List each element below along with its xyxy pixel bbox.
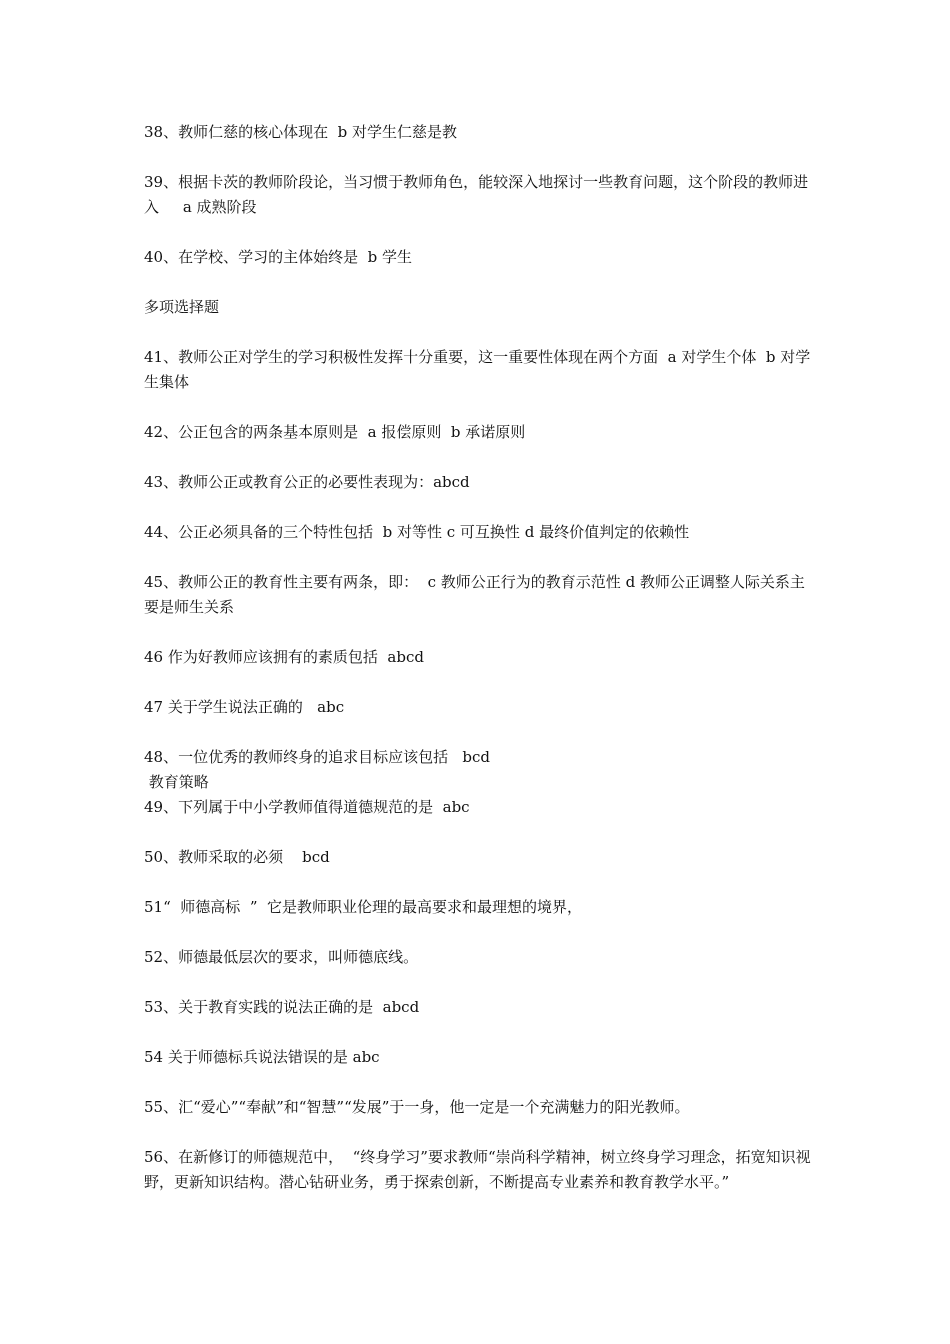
question-40: 40、在学校、学习的主体始终是 b 学生 — [144, 248, 412, 266]
document-page — [144, 120, 812, 1220]
question-41: 41、教师公正对学生的学习积极性发挥十分重要，这一重要性体现在两个方面 a 对学生个体 b 对学生集体 — [144, 348, 811, 391]
question-43: 43、教师公正或教育公正的必要性表现为：abcd — [144, 473, 470, 491]
question-50: 50、教师采取的必须 bcd — [144, 848, 330, 866]
question-39: 39、根据卡茨的教师阶段论，当习惯于教师角色，能较深入地探讨一些教育问题，这个阶段的教师进入 a 成熟阶段 — [144, 173, 809, 216]
question-55: 55、汇“爱心”“奉献”和“智慧”“发展”于一身，他一定是一个充满魅力的阳光教师。 — [144, 1098, 690, 1116]
question-54: 54 关于师德标兵说法错误的是 abc — [144, 1048, 380, 1066]
question-42: 42、公正包含的两条基本原则是 a 报偿原则 b 承诺原则 — [144, 423, 526, 441]
question-56: 56、在新修订的师德规范中， “终身学习”要求教师“崇尚科学精神，树立终身学习理念，拓宽知识视野，更新知识结构。潜心钻研业务，勇于探索创新，不断提高专业素养和教育教学水平。” — [144, 1148, 811, 1191]
question-47: 47 关于学生说法正确的 abc — [144, 698, 345, 716]
section-heading-multiple-choice: 多项选择题 — [144, 298, 220, 316]
question-48: 48、一位优秀的教师终身的追求目标应该包括 bcd — [144, 748, 490, 766]
question-49: 49、下列属于中小学教师值得道德规范的是 abc — [144, 798, 470, 816]
question-53: 53、关于教育实践的说法正确的是 abcd — [144, 998, 420, 1016]
question-46: 46 作为好教师应该拥有的素质包括 abcd — [144, 648, 424, 666]
question-45: 45、教师公正的教育性主要有两条，即： c 教师公正行为的教育示范性 d 教师公正调整人际关系主要是师生关系 — [144, 573, 805, 616]
question-44: 44、公正必须具备的三个特性包括 b 对等性 c 可互换性 d 最终价值判定的依赖性 — [144, 523, 690, 541]
answer-note-48: 教育策略 — [144, 773, 209, 791]
question-52: 52、师德最低层次的要求，叫师德底线。 — [144, 948, 419, 966]
question-51: 51“ 师德高标 ” 它是教师职业伦理的最高要求和最理想的境界， — [144, 898, 583, 916]
question-38: 38、教师仁慈的核心体现在 b 对学生仁慈是教 — [144, 123, 457, 141]
